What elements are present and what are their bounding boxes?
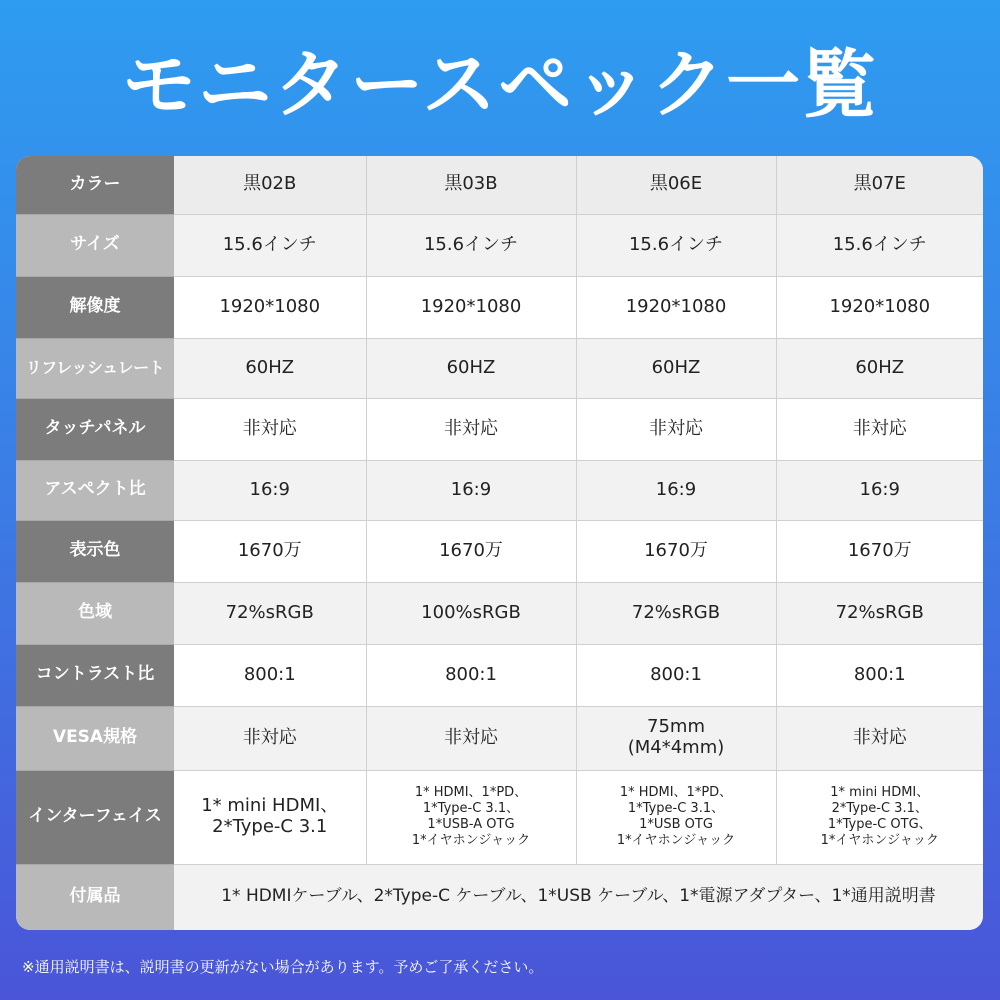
table-cell: 16:9 xyxy=(174,460,366,520)
table-cell: 非対応 xyxy=(174,706,366,770)
table-row xyxy=(16,338,983,398)
row-header: タッチパネル xyxy=(16,398,174,460)
table-row xyxy=(16,582,983,644)
table-cell: 100%sRGB xyxy=(366,582,576,644)
table-cell: 1670万 xyxy=(776,520,983,582)
table-cell: 1* mini HDMI、 2*Type-C 3.1 xyxy=(174,770,366,864)
table-cell: 800:1 xyxy=(576,644,776,706)
table-cell: 1* HDMIケーブル、2*Type-C ケーブル、1*USB ケーブル、1*電源アダプター、1*通用説明書 xyxy=(174,864,983,930)
table-cell: 60HZ xyxy=(776,338,983,398)
footnote: ※通用説明書は、説明書の更新がない場合があります。予めご了承ください。 xyxy=(22,958,544,976)
table-cell: 非対応 xyxy=(174,398,366,460)
table-cell: 1* HDMI、1*PD、 1*Type-C 3.1、 1*USB OTG 1*イヤホンジャック xyxy=(576,770,776,864)
table-cell: 非対応 xyxy=(776,706,983,770)
page-title: モニタースペック一覧 xyxy=(121,42,879,128)
column-header: 黒02B xyxy=(174,156,366,214)
table-cell: 非対応 xyxy=(576,398,776,460)
table-cell: 72%sRGB xyxy=(776,582,983,644)
table-cell: 非対応 xyxy=(776,398,983,460)
table-cell: 16:9 xyxy=(776,460,983,520)
row-header: アスペクト比 xyxy=(16,460,174,520)
table-cell: 1920*1080 xyxy=(174,276,366,338)
column-header: 黒03B xyxy=(366,156,576,214)
row-header: 付属品 xyxy=(16,864,174,930)
table-row xyxy=(16,214,983,276)
table-cell: 15.6インチ xyxy=(174,214,366,276)
table-cell: 15.6インチ xyxy=(576,214,776,276)
table-row xyxy=(16,864,983,930)
table-cell: 16:9 xyxy=(576,460,776,520)
table-cell: 60HZ xyxy=(576,338,776,398)
table-row xyxy=(16,460,983,520)
table-cell: 15.6インチ xyxy=(776,214,983,276)
column-header: 黒07E xyxy=(776,156,983,214)
row-header: インターフェイス xyxy=(16,770,174,864)
table-cell: 非対応 xyxy=(366,706,576,770)
row-header: 表示色 xyxy=(16,520,174,582)
row-header: カラー xyxy=(16,156,174,214)
table-cell: 1920*1080 xyxy=(776,276,983,338)
table-cell: 1670万 xyxy=(576,520,776,582)
table-row xyxy=(16,770,983,864)
row-header: 解像度 xyxy=(16,276,174,338)
table-cell: 1920*1080 xyxy=(366,276,576,338)
table-row xyxy=(16,276,983,338)
table-cell: 800:1 xyxy=(776,644,983,706)
table-cell: 非対応 xyxy=(366,398,576,460)
table-row xyxy=(16,398,983,460)
table-cell: 15.6インチ xyxy=(366,214,576,276)
table-cell: 60HZ xyxy=(366,338,576,398)
table-cell: 72%sRGB xyxy=(576,582,776,644)
row-header: リフレッシュレート xyxy=(16,338,174,398)
column-header: 黒06E xyxy=(576,156,776,214)
table-cell: 800:1 xyxy=(366,644,576,706)
table-cell: 1920*1080 xyxy=(576,276,776,338)
table-cell: 800:1 xyxy=(174,644,366,706)
row-header: サイズ xyxy=(16,214,174,276)
table-cell: 72%sRGB xyxy=(174,582,366,644)
row-header: コントラスト比 xyxy=(16,644,174,706)
spec-table xyxy=(16,156,983,930)
table-row xyxy=(16,520,983,582)
row-header: 色域 xyxy=(16,582,174,644)
table-cell: 60HZ xyxy=(174,338,366,398)
table-row xyxy=(16,156,983,214)
row-header: VESA規格 xyxy=(16,706,174,770)
table-row xyxy=(16,706,983,770)
table-cell: 75mm (M4*4mm) xyxy=(576,706,776,770)
table-cell: 1* mini HDMI、 2*Type-C 3.1、 1*Type-C OTG、 1*イヤホンジャック xyxy=(776,770,983,864)
table-cell: 1670万 xyxy=(366,520,576,582)
table-cell: 1670万 xyxy=(174,520,366,582)
table-cell: 1* HDMI、1*PD、 1*Type-C 3.1、 1*USB-A OTG 1*イヤホンジャック xyxy=(366,770,576,864)
table-cell: 16:9 xyxy=(366,460,576,520)
table-row xyxy=(16,644,983,706)
